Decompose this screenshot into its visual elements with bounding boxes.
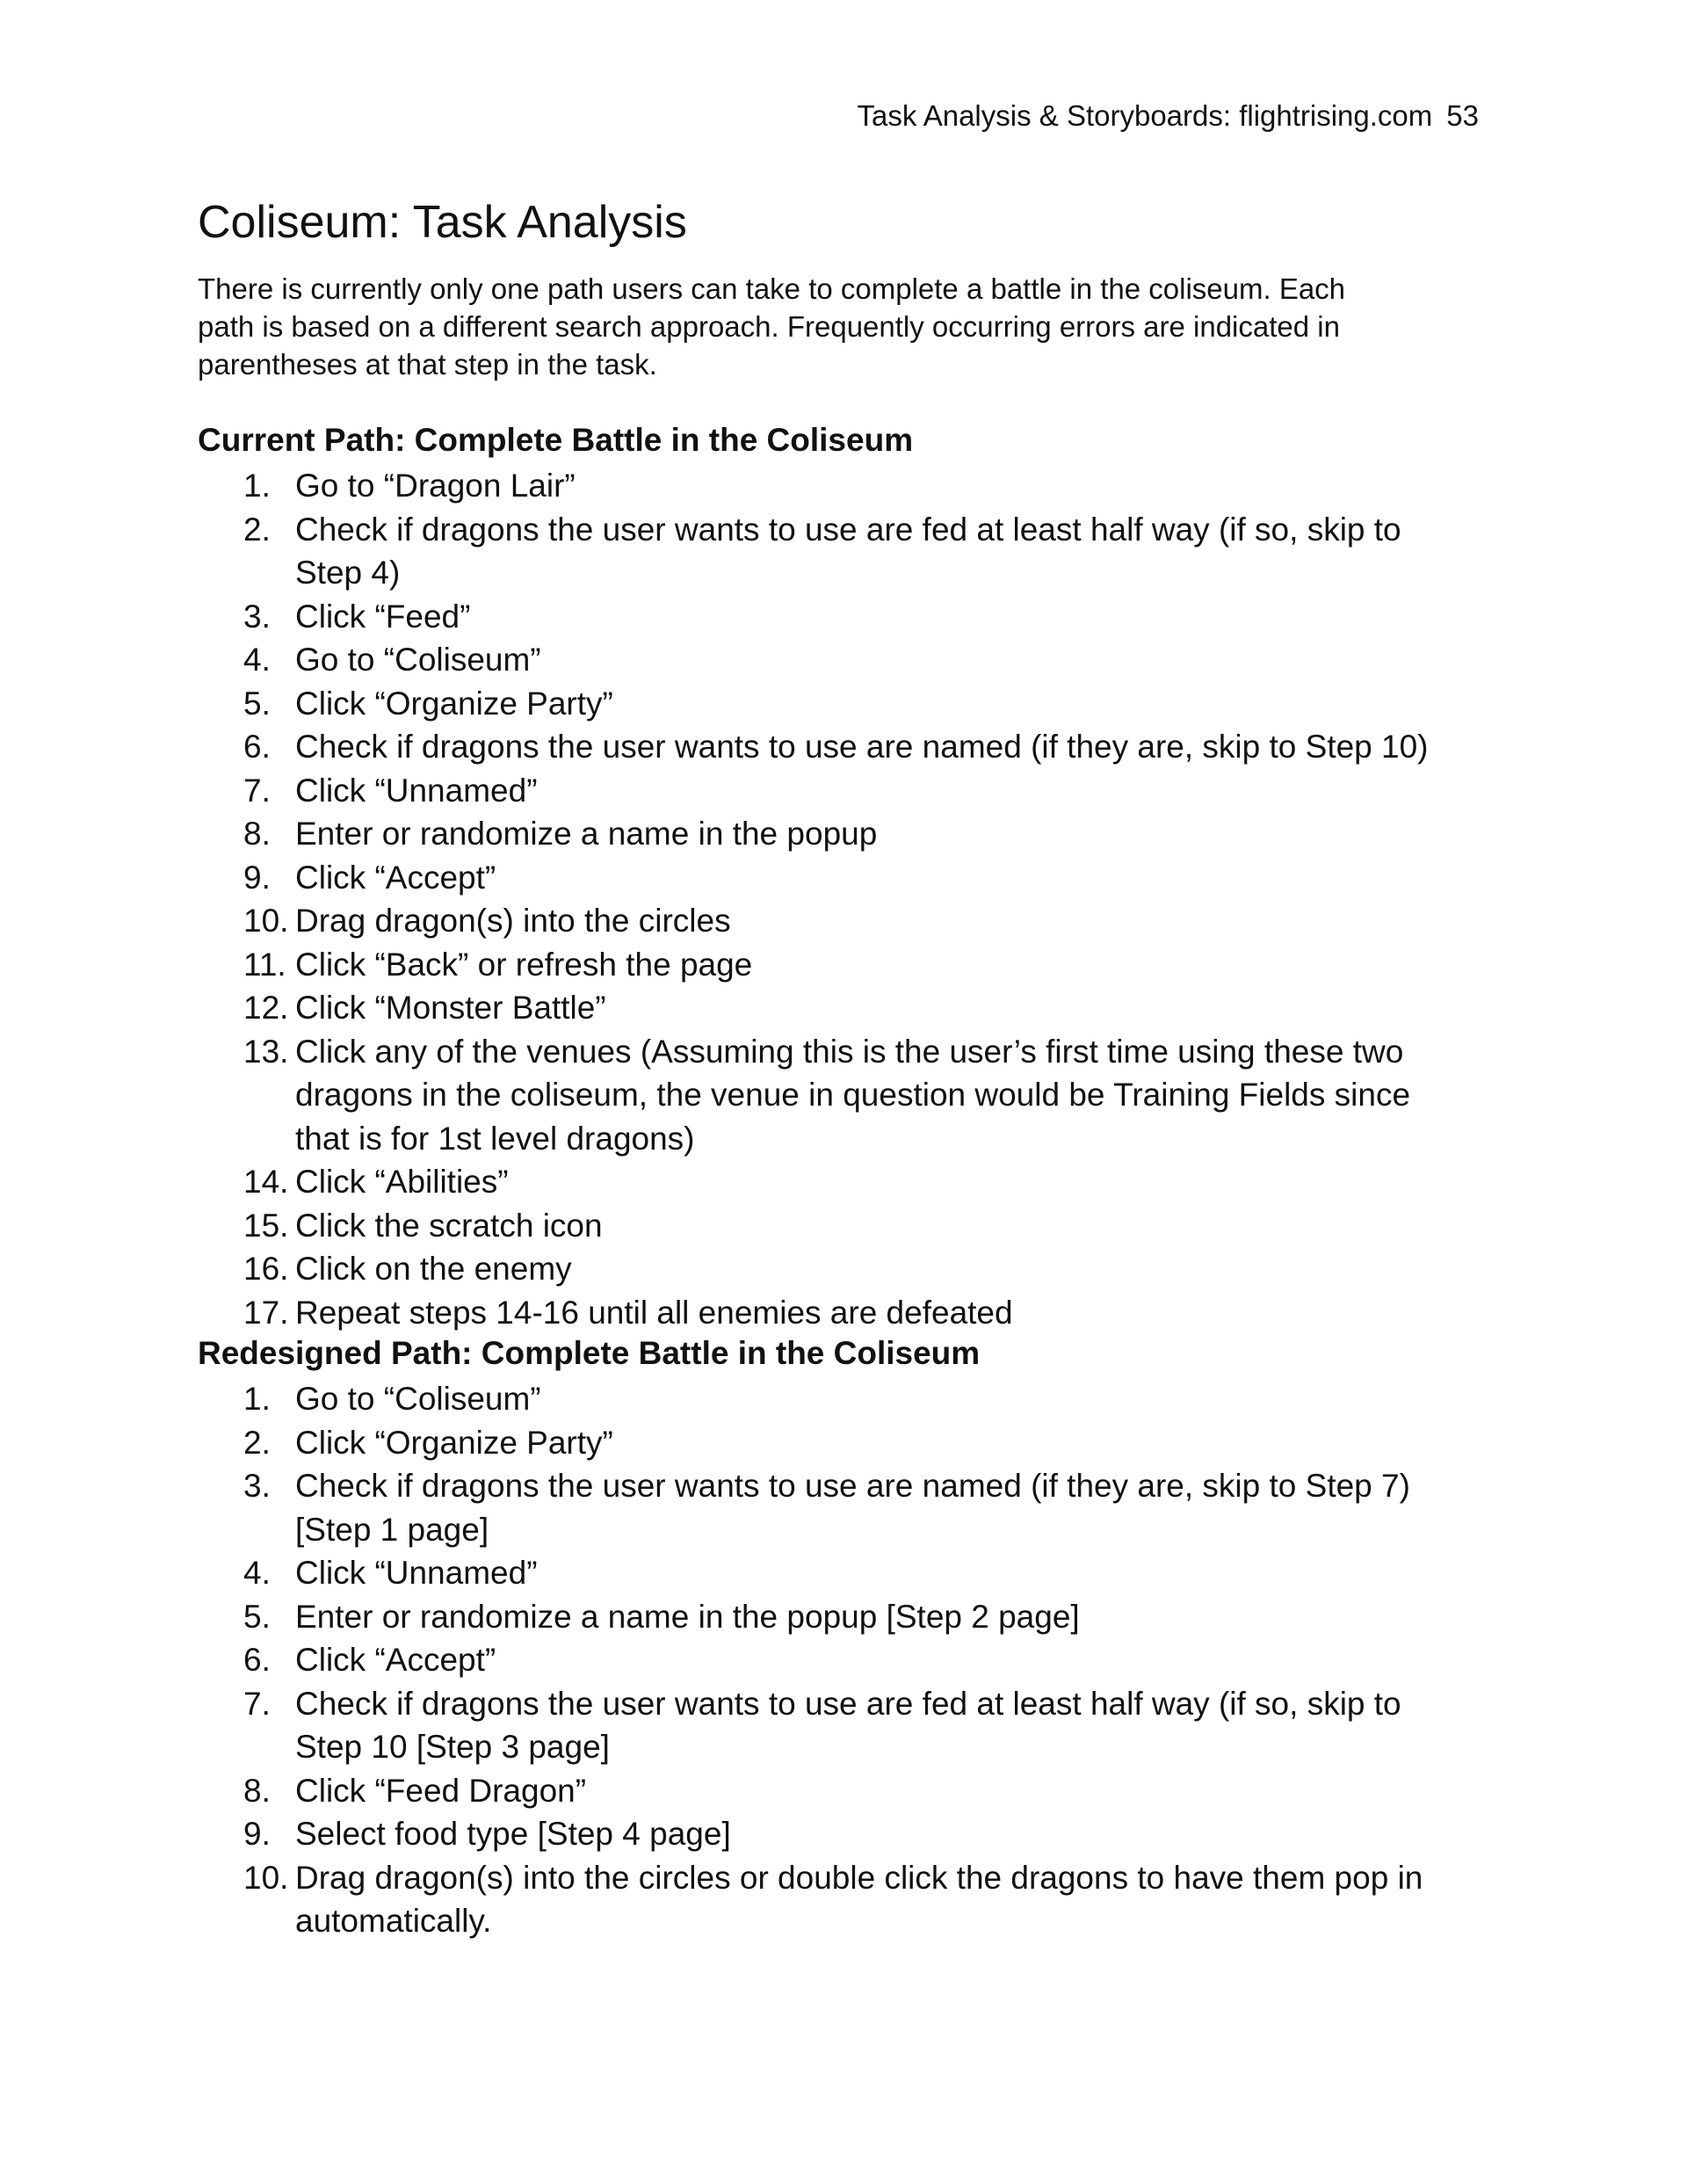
step-text <box>295 638 1494 682</box>
step-text <box>295 1769 1494 1813</box>
step-text-line: that is for 1st level dragons) <box>295 1120 695 1157</box>
step-item <box>0 1377 1494 1421</box>
step-text-line: Click the scratch icon <box>295 1207 603 1244</box>
step-item <box>0 508 1494 595</box>
step-text-line: Step 10 [Step 3 page] <box>295 1729 610 1765</box>
step-text-line: Go to “Coliseum” <box>295 642 541 678</box>
step-text <box>295 1595 1494 1639</box>
step-item <box>0 1682 1494 1769</box>
step-number: 14. <box>243 1164 289 1200</box>
step-text-line: Check if dragons the user wants to use are fed at least half way (if so, skip to <box>295 511 1401 548</box>
step-text <box>295 769 1494 813</box>
step-text-line: Click “Accept” <box>295 859 496 896</box>
step-text <box>295 1551 1494 1595</box>
step-text <box>295 1638 1494 1682</box>
step-number: 16. <box>243 1251 289 1287</box>
step-text <box>295 899 1494 943</box>
step-number: 9. <box>243 859 271 896</box>
step-number: 7. <box>243 1685 271 1722</box>
step-text-line: Drag dragon(s) into the circles or double click the dragons to have them pop in <box>295 1859 1423 1896</box>
step-item <box>0 725 1494 769</box>
step-number: 8. <box>243 1772 271 1809</box>
step-text <box>295 1204 1494 1248</box>
step-number: 13. <box>243 1033 289 1070</box>
step-text <box>295 725 1494 769</box>
step-item <box>0 1638 1494 1682</box>
step-text-line: Repeat steps 14-16 until all enemies are defeated <box>295 1294 1013 1331</box>
step-text <box>295 856 1494 900</box>
step-text <box>295 1812 1494 1856</box>
step-number: 12. <box>243 990 289 1026</box>
step-text <box>295 1030 1494 1161</box>
current-path-steps <box>0 464 1494 1334</box>
step-number: 3. <box>243 1468 271 1504</box>
step-text-line: Check if dragons the user wants to use are named (if they are, skip to Step 7) <box>295 1468 1410 1504</box>
step-text-line: Enter or randomize a name in the popup [Step 2 page] <box>295 1598 1080 1635</box>
step-text-line: Go to “Dragon Lair” <box>295 468 576 504</box>
step-item <box>0 899 1494 943</box>
step-item <box>0 943 1494 987</box>
step-text <box>295 464 1494 508</box>
step-item <box>0 856 1494 900</box>
step-item <box>0 595 1494 639</box>
step-text <box>295 1291 1494 1335</box>
current-path-heading: Current Path: Complete Battle in the Coliseum <box>198 422 914 458</box>
step-number: 10. <box>243 1859 289 1896</box>
step-number: 4. <box>243 642 271 678</box>
step-text-line: Check if dragons the user wants to use are fed at least half way (if so, skip to <box>295 1685 1401 1722</box>
step-text <box>295 595 1494 639</box>
step-text-line: Click “Monster Battle” <box>295 990 606 1026</box>
step-text-line: dragons in the coliseum, the venue in question would be Training Fields since <box>295 1077 1411 1113</box>
step-text-line: [Step 1 page] <box>295 1511 489 1548</box>
step-text-line: Click “Unnamed” <box>295 772 538 809</box>
intro-line: path is based on a different search approach. Frequently occurring errors are indicated in <box>198 310 1340 343</box>
step-text <box>295 986 1494 1030</box>
step-text-line: Click on the enemy <box>295 1251 572 1287</box>
step-item <box>0 769 1494 813</box>
intro-line: parentheses at that step in the task. <box>198 348 657 381</box>
step-text <box>295 812 1494 856</box>
step-item <box>0 1291 1494 1335</box>
step-number: 10. <box>243 903 289 939</box>
step-item <box>0 1030 1494 1161</box>
step-item <box>0 812 1494 856</box>
step-item <box>0 638 1494 682</box>
step-number: 6. <box>243 1642 271 1678</box>
step-text-line: Click “Back” or refresh the page <box>295 946 753 983</box>
step-item <box>0 1247 1494 1291</box>
step-number: 3. <box>243 598 271 635</box>
step-text <box>295 1160 1494 1204</box>
step-item <box>0 1812 1494 1856</box>
step-text-line: Click “Organize Party” <box>295 685 613 722</box>
step-item <box>0 986 1494 1030</box>
step-item <box>0 1204 1494 1248</box>
step-item <box>0 1160 1494 1204</box>
step-number: 2. <box>243 511 271 548</box>
step-text-line: Go to “Coliseum” <box>295 1381 541 1417</box>
step-number: 5. <box>243 685 271 722</box>
step-item <box>0 1595 1494 1639</box>
step-text <box>295 1247 1494 1291</box>
step-text-line: Step 4) <box>295 555 401 591</box>
step-item <box>0 1769 1494 1813</box>
step-text-line: Click “Unnamed” <box>295 1555 538 1591</box>
step-item <box>0 1464 1494 1551</box>
step-text-line: Click “Accept” <box>295 1642 496 1678</box>
step-item <box>0 1551 1494 1595</box>
step-item <box>0 464 1494 508</box>
step-text-line: automatically. <box>295 1903 492 1939</box>
step-text <box>295 1682 1494 1769</box>
step-number: 17. <box>243 1294 289 1331</box>
step-text-line: Check if dragons the user wants to use are named (if they are, skip to Step 10) <box>295 729 1429 765</box>
step-text <box>295 508 1494 595</box>
step-text-line: Select food type [Step 4 page] <box>295 1816 731 1852</box>
step-text <box>295 1421 1494 1465</box>
step-text-line: Click “Feed Dragon” <box>295 1772 587 1809</box>
step-number: 2. <box>243 1424 271 1461</box>
step-number: 1. <box>243 468 271 504</box>
step-text-line: Click any of the venues (Assuming this is the user’s first time using these two <box>295 1033 1404 1070</box>
step-text-line: Enter or randomize a name in the popup <box>295 816 878 852</box>
step-text-line: Drag dragon(s) into the circles <box>295 903 731 939</box>
page-number: 53 <box>1446 99 1479 132</box>
step-text <box>295 943 1494 987</box>
step-number: 8. <box>243 816 271 852</box>
step-number: 1. <box>243 1381 271 1417</box>
step-text-line: Click “Organize Party” <box>295 1424 613 1461</box>
page-title: Coliseum: Task Analysis <box>198 197 687 248</box>
step-number: 15. <box>243 1207 289 1244</box>
redesigned-path-heading: Redesigned Path: Complete Battle in the Coliseum <box>198 1335 981 1371</box>
step-text <box>295 1464 1494 1551</box>
running-title: Task Analysis & Storyboards: flightrising.com <box>857 99 1433 132</box>
step-number: 9. <box>243 1816 271 1852</box>
step-text <box>295 1856 1494 1943</box>
step-number: 6. <box>243 729 271 765</box>
step-number: 7. <box>243 772 271 809</box>
step-text-line: Click “Feed” <box>295 598 471 635</box>
step-text <box>295 1377 1494 1421</box>
step-item <box>0 1421 1494 1465</box>
intro-line: There is currently only one path users can take to complete a battle in the coliseum. Each <box>198 272 1346 305</box>
step-number: 4. <box>243 1555 271 1591</box>
step-number: 5. <box>243 1598 271 1635</box>
step-text <box>295 682 1494 726</box>
step-item <box>0 1856 1494 1943</box>
step-item <box>0 682 1494 726</box>
page-header <box>0 98 1479 134</box>
redesigned-path-steps <box>0 1377 1494 1943</box>
step-text-line: Click “Abilities” <box>295 1164 509 1200</box>
intro-paragraph <box>198 270 1463 383</box>
step-number: 11. <box>243 946 286 983</box>
